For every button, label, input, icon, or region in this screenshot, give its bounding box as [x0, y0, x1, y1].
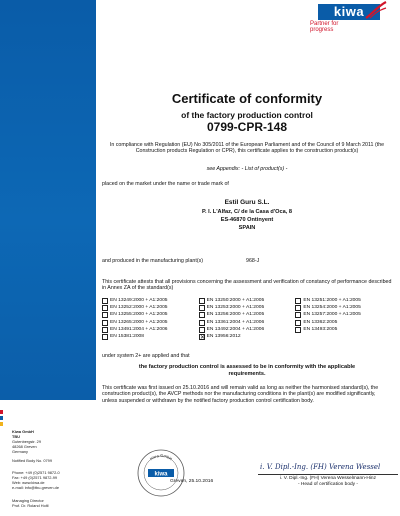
issuer-web: Web: www.kiwa.de: [12, 480, 45, 486]
standard-checkbox[interactable]: [295, 312, 301, 318]
standard-checkbox[interactable]: [102, 305, 108, 311]
logo-tagline: Partner for progress: [310, 21, 339, 33]
certificate-body: [100, 0, 394, 516]
ribbon-mark-blue: [0, 416, 3, 420]
standard-checkbox[interactable]: [199, 312, 205, 318]
issuer-street: Gutenbergstr. 29: [12, 438, 41, 444]
certificate-title: Certificate of conformity: [171, 91, 323, 106]
standard-item: EN 13255:2000 + A1:2005: [102, 312, 199, 318]
validity-text: This certificate was first issued on 25.10.2016 and will remain valid as long as neither the harmonised standard(s), the construction product(s), the AVCP methods nor the manufacturing conditions in the plant(s) are modified significantly, unless suspended or withdrawn by the notified factory production control certification body.: [102, 385, 379, 404]
standards-list: [102, 298, 392, 340]
issuer-unit: TBU: [12, 433, 20, 439]
ribbon-mark-yellow: [0, 422, 3, 426]
management-name: Prof. Dr. Roland Holtl: [12, 502, 49, 508]
standard-checkbox[interactable]: [102, 320, 108, 326]
standard-checkbox[interactable]: [295, 327, 301, 333]
placed-text: placed on the market under the name or trade mark of: [102, 181, 229, 187]
issuer-email: e-mail: info@tbu-greven.de: [12, 485, 59, 491]
issuer-country: Germany: [12, 448, 28, 454]
standard-item: EN 13249:2000 + A1:2005: [102, 298, 199, 304]
issuer-city: 48268 Greven: [12, 443, 37, 449]
standard-item: EN 13361:2004 + A1:2006: [199, 320, 296, 326]
standard-item: EN 13253:2000 + A1:2005: [199, 305, 296, 311]
ribbon-mark-red: [0, 410, 3, 414]
management-title: Managing Director: [12, 498, 44, 504]
company-name: Estil Guru S.L.: [224, 199, 270, 206]
system-text: under system 2+ are applied and that: [102, 353, 190, 359]
signature-line: [258, 474, 398, 475]
standard-item-checked: ✕ EN 13956:2012: [199, 334, 296, 340]
issuer-details: [12, 430, 96, 509]
standard-checkbox[interactable]: [295, 305, 301, 311]
standard-item: EN 13265:2000 + A1:2005: [102, 320, 199, 326]
standard-checkbox[interactable]: [102, 334, 108, 340]
standard-item: EN 13493:2005: [295, 327, 392, 333]
conclusion-text: the factory production control is assessed to be in conformity with the applicable requirements.: [138, 364, 356, 377]
company-address: P. I. L'Alfaz, C/ de la Casa d'Oca, 8: [202, 209, 292, 215]
standard-checkbox[interactable]: [295, 298, 301, 304]
side-band: [0, 0, 96, 400]
standard-checkbox[interactable]: [102, 298, 108, 304]
standard-item: EN 13254:2000 + A1:2005: [295, 305, 392, 311]
plant-text: and produced in the manufacturing plant(s): [102, 258, 203, 264]
notified-body: Notified Body No. 0799: [12, 457, 53, 463]
standard-item: EN 13251:2000 + A1:2005: [295, 298, 392, 304]
standard-item: EN 13250:2000 + A1:2005: [199, 298, 296, 304]
intro-text: In compliance with Regulation (EU) No 305/2011 of the European Parliament and of the Council of 9 March 2011 (the Construction products Regulation or CPR), this certificate applies to the construction product(s): [109, 142, 385, 155]
plant-number: 968-J: [246, 258, 260, 264]
company-city: ES-46870 Ontinyent: [220, 217, 274, 223]
attests-text: This certificate attests that all provisions concerning the assessment and verification of constancy of performance described in Annex ZA of the standard(s): [102, 279, 392, 292]
standard-checkbox[interactable]: [199, 320, 205, 326]
seal-text: Kiwa GmbH: [148, 452, 174, 462]
standard-checkbox[interactable]: [199, 298, 205, 304]
standard-item: EN 13492:2004 + A1:2006: [199, 327, 296, 333]
standard-checkbox[interactable]: [199, 305, 205, 311]
official-seal-icon: [136, 448, 186, 498]
certificate-number: 0799-CPR-148: [206, 120, 288, 134]
standard-item: EN 13362:2005: [295, 320, 392, 326]
svg-text:Kiwa GmbH: [149, 453, 173, 461]
logo-wordmark: kiwa: [318, 4, 380, 20]
certificate-subtitle: of the factory production control: [181, 110, 313, 120]
standard-item: EN 15381:2008: [102, 334, 199, 340]
standard-item: EN 13256:2000 + A1:2005: [199, 312, 296, 318]
place-date: Greven, 25.10.2016: [170, 479, 214, 484]
standard-item: EN 13257:2000 + A1:2005: [295, 312, 392, 318]
standard-checkbox[interactable]: [295, 320, 301, 326]
standard-item: EN 13252:2000 + A1:2005: [102, 305, 199, 311]
signer-role: - Head of certification body -: [298, 482, 358, 487]
see-appendix: see Appendix: - List of product(s) -: [206, 166, 288, 172]
issuer-fax: Fax: +49 (0)2571 9872-99: [12, 475, 58, 481]
standard-checkbox[interactable]: [199, 327, 205, 333]
standard-checkbox-checked[interactable]: [199, 334, 205, 340]
standard-checkbox[interactable]: [102, 312, 108, 318]
issuer-phone: Phone: +49 (0)2571 9872-0: [12, 470, 60, 476]
seal-wordmark: kiwa: [154, 471, 168, 478]
issuer-name: Kiwa GmbH: [12, 429, 34, 434]
signer-name: i. V. Dipl.-Ing. (FH) Verena Wesselmann-Hinz: [280, 476, 376, 481]
standard-checkbox[interactable]: [102, 327, 108, 333]
standard-item: EN 13491:2004 + A1:2006: [102, 327, 199, 333]
company-country: SPAIN: [238, 225, 256, 231]
handwritten-signature: i. V. Dipl.-Ing. (FH) Verena Wessel: [260, 463, 381, 471]
